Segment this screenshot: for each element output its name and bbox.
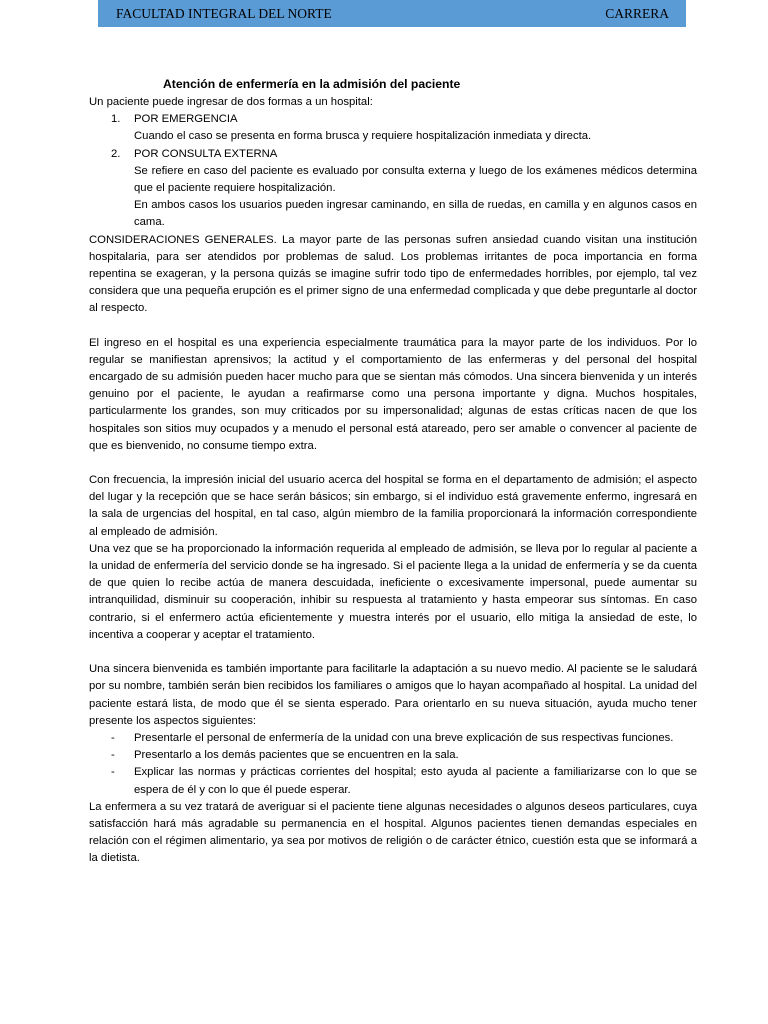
bullet-dash: - xyxy=(111,731,115,744)
admission-list xyxy=(89,111,697,231)
document-body xyxy=(89,74,697,868)
bullet-dash: - xyxy=(111,766,115,779)
list-item-text: Se refiere en caso del paciente es evaluado por consulta externa y luego de los exámenes médicos determina que el paciente requiere hospitalización. xyxy=(134,164,697,195)
list-number: 2. xyxy=(111,147,121,160)
list-item xyxy=(89,146,697,163)
welcome-paragraph: Una sincera bienvenida es también importante para facilitarle la adaptación a su nuevo medio. Al paciente se le saludará por su nombre, también serán bien recibidos los familiares o amigos que lo hayan acompañado al hospital. La unidad del paciente estará lista, de modo que él se sienta esperado. Para orientarlo en su nueva situación, ayuda mucho tener presente los aspectos siguientes: xyxy=(89,663,697,727)
list-item-text: Cuando el caso se presenta en forma brusca y requiere hospitalización inmediata y directa. xyxy=(134,130,592,143)
list-item xyxy=(89,747,697,764)
list-label: POR CONSULTA EXTERNA xyxy=(134,147,278,160)
career-label: CARRERA xyxy=(605,5,669,21)
document-title: Atención de enfermería en la admisión del paciente xyxy=(163,77,461,91)
intro-paragraph: Un paciente puede ingresar de dos formas a un hospital: xyxy=(89,96,373,108)
list-item xyxy=(89,111,697,128)
list-item-text: En ambos casos los usuarios pueden ingresar caminando, en silla de ruedas, en camilla y en algunos casos en cama. xyxy=(134,199,697,229)
first-impression-paragraph: Con frecuencia, la impresión inicial del usuario acerca del hospital se forma en el departamento de admisión; el aspecto del lugar y la recepción que se hace serán básicos; sin embargo, si el individuo está gravemente enfermo, ingresará en la sala de urgencias del hospital, en tal caso, algún miembro de la familia proporcionará la información correspondiente al empleado de admisión. xyxy=(89,474,697,538)
list-item xyxy=(89,764,697,798)
bullet-text: Explicar las normas y prácticas corrientes del hospital; esto ayuda al paciente a familiarizarse con lo que se espera de él y con lo que él puede esperar. xyxy=(134,766,697,796)
considerations-paragraph: CONSIDERACIONES GENERALES. La mayor parte de las personas sufren ansiedad cuando visitan una institución hospitalaria, para ser atendidos por problemas de salud. Los problemas irritantes de poca importancia en forma repentina se exageran, y la persona quizás se imagine sufrir todo tipo de enfermedades horribles, por ejemplo, tal vez considera que una pequeña erupción es el primer signo de una enfermedad complicada y que debe preguntarle al doctor al respecto. xyxy=(89,233,697,315)
bullet-dash: - xyxy=(111,749,115,762)
nursing-unit-paragraph: Una vez que se ha proporcionado la información requerida al empleado de admisión, se lleva por lo regular al paciente a la unidad de enfermería del servicio donde se ha ingresado. Si el paciente llega a la unidad de enfermería y se da cuenta de que quien lo recibe actúa de manera descuidada, ineficiente o excesivamente impersonal, puede aumentar su intranquilidad, disminuir su cooperación, inhibir su respuesta al tratamiento y hasta empeorar sus síntomas. En caso contrario, si el enfermero actúa eficientemente y muestra interés por el usuario, ello mitiga la ansiedad de este, lo incentiva a cooperar y aceptar el tratamiento. xyxy=(89,542,697,641)
closing-paragraph: La enfermera a su vez tratará de averiguar si el paciente tiene algunas necesidades o algunos deseos particulares, cuya satisfacción hará más agradable su permanencia en el hospital. Algunos pacientes tienen demandas especiales en relación con el régimen alimentario, ya sea por motivos de religión o de carácter étnico, cuestión esta que se informará a la dietista. xyxy=(89,800,697,865)
bullet-text: Presentarlo a los demás pacientes que se encuentren en la sala. xyxy=(134,749,459,762)
bullet-text: Presentarle el personal de enfermería de la unidad con una breve explicación de sus respectivas funciones. xyxy=(134,731,674,744)
orientation-list xyxy=(89,730,697,799)
faculty-name: FACULTAD INTEGRAL DEL NORTE xyxy=(116,5,332,21)
list-number: 1. xyxy=(111,113,121,126)
page-header xyxy=(98,0,686,27)
admission-paragraph: El ingreso en el hospital es una experiencia especialmente traumática para la mayor parte de los individuos. Por lo regular se manifiestan aprensivos; la actitud y el comportamiento de las enfermeras y del personal del hospital encargado de su admisión pueden hacer mucho para que se sientan más cómodos. Una sincera bienvenida y un interés genuino por el paciente, le ayudan a reafirmarse como una persona importante y digna. Muchos hospitales, particularmente los grandes, son muy criticados por su impersonalidad; algunas de estas críticas nacen de que los hospitales son sitios muy ocupados y a menudo el personal está atareado, pero ser amable o convencer al paciente de que es bienvenido, no consume tiempo extra. xyxy=(89,336,697,452)
list-item xyxy=(89,730,697,747)
list-label: POR EMERGENCIA xyxy=(134,113,238,126)
